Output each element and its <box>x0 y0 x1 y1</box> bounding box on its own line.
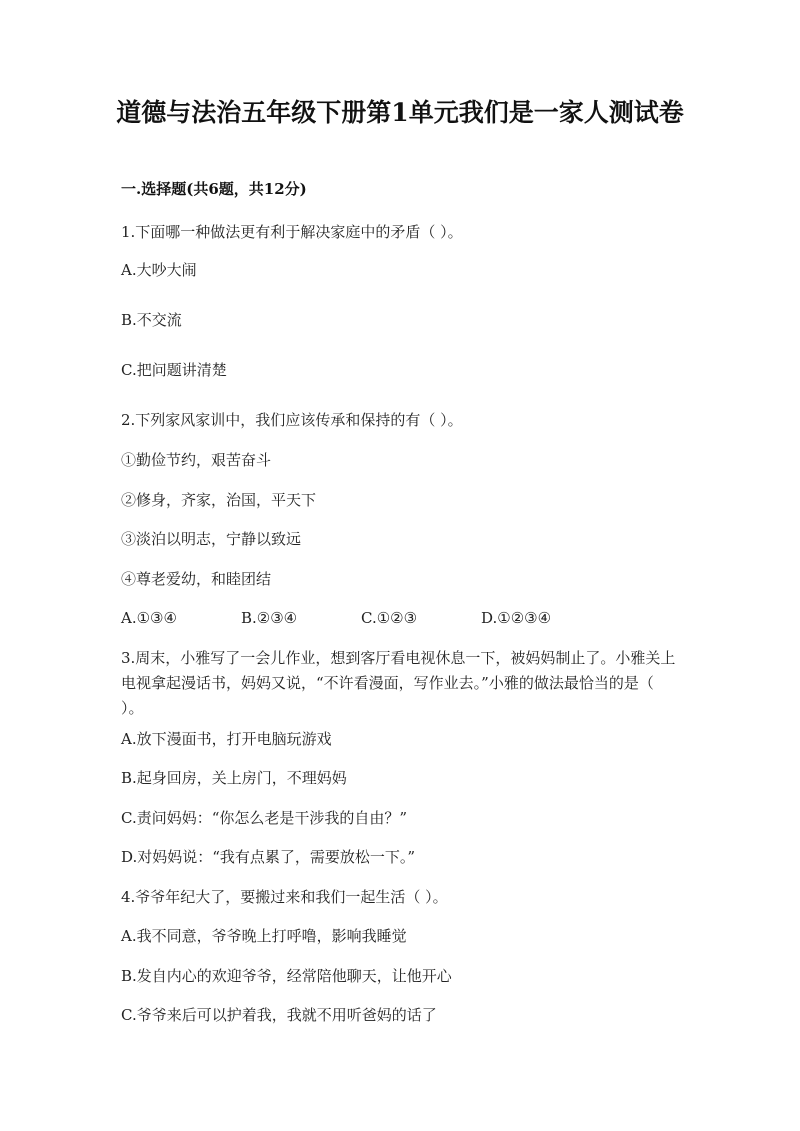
question-2-option-b: B.②③④ <box>241 609 298 627</box>
question-1-option-a: A.大吵大闹 <box>121 261 197 279</box>
question-4-option-b: B.发自内心的欢迎爷爷，经常陪他聊天，让他开心 <box>121 967 452 985</box>
question-2-option-c: C.①②③ <box>361 609 418 627</box>
question-3-option-a: A.放下漫面书，打开电脑玩游戏 <box>121 730 332 748</box>
question-2-item-3: ③淡泊以明志，宁静以致远 <box>121 530 302 548</box>
question-2-item-1: ①勤俭节约，艰苦奋斗 <box>121 451 272 469</box>
question-1-option-b: B.不交流 <box>121 311 182 329</box>
question-2-item-4: ④尊老爱幼，和睦团结 <box>121 570 272 588</box>
question-2-option-d: D.①②③④ <box>481 609 552 627</box>
question-3-stem: 3.周末，小雅写了一会儿作业，想到客厅看电视休息一下，被妈妈制止了。小雅关上电视拿起漫话书，妈妈又说，“不许看漫面，写作业去。”小雅的做法最恰当的是（ ）。 <box>121 649 676 717</box>
question-1-stem: 1.下面哪一种做法更有利于解决家庭中的矛盾（ ）。 <box>121 223 463 241</box>
question-2-stem: 2.下列家风家训中，我们应该传承和保持的有（ ）。 <box>121 411 463 429</box>
question-2-item-2: ②修身，齐家，治国，平天下 <box>121 491 317 509</box>
page-title: 道德与法治五年级下册第1单元我们是一家人测试卷 <box>116 98 684 127</box>
question-3-option-c: C.责问妈妈：“你怎么老是干涉我的自由？” <box>121 809 408 827</box>
question-4-option-c: C.爷爷来后可以护着我，我就不用听爸妈的话了 <box>121 1006 437 1024</box>
question-2-option-a: A.①③④ <box>121 609 177 627</box>
question-3-option-d: D.对妈妈说：“我有点累了，需要放松一下。” <box>121 848 416 866</box>
question-3-option-b: B.起身回房，关上房门，不理妈妈 <box>121 769 347 787</box>
question-4-stem: 4.爷爷年纪大了，要搬过来和我们一起生活（ ）。 <box>121 888 448 906</box>
question-1-option-c: C.把问题讲清楚 <box>121 361 227 379</box>
section-heading: 一.选择题(共6题，共12分) <box>121 180 307 198</box>
question-4-option-a: A.我不同意，爷爷晚上打呼噜，影响我睡觉 <box>121 927 407 945</box>
